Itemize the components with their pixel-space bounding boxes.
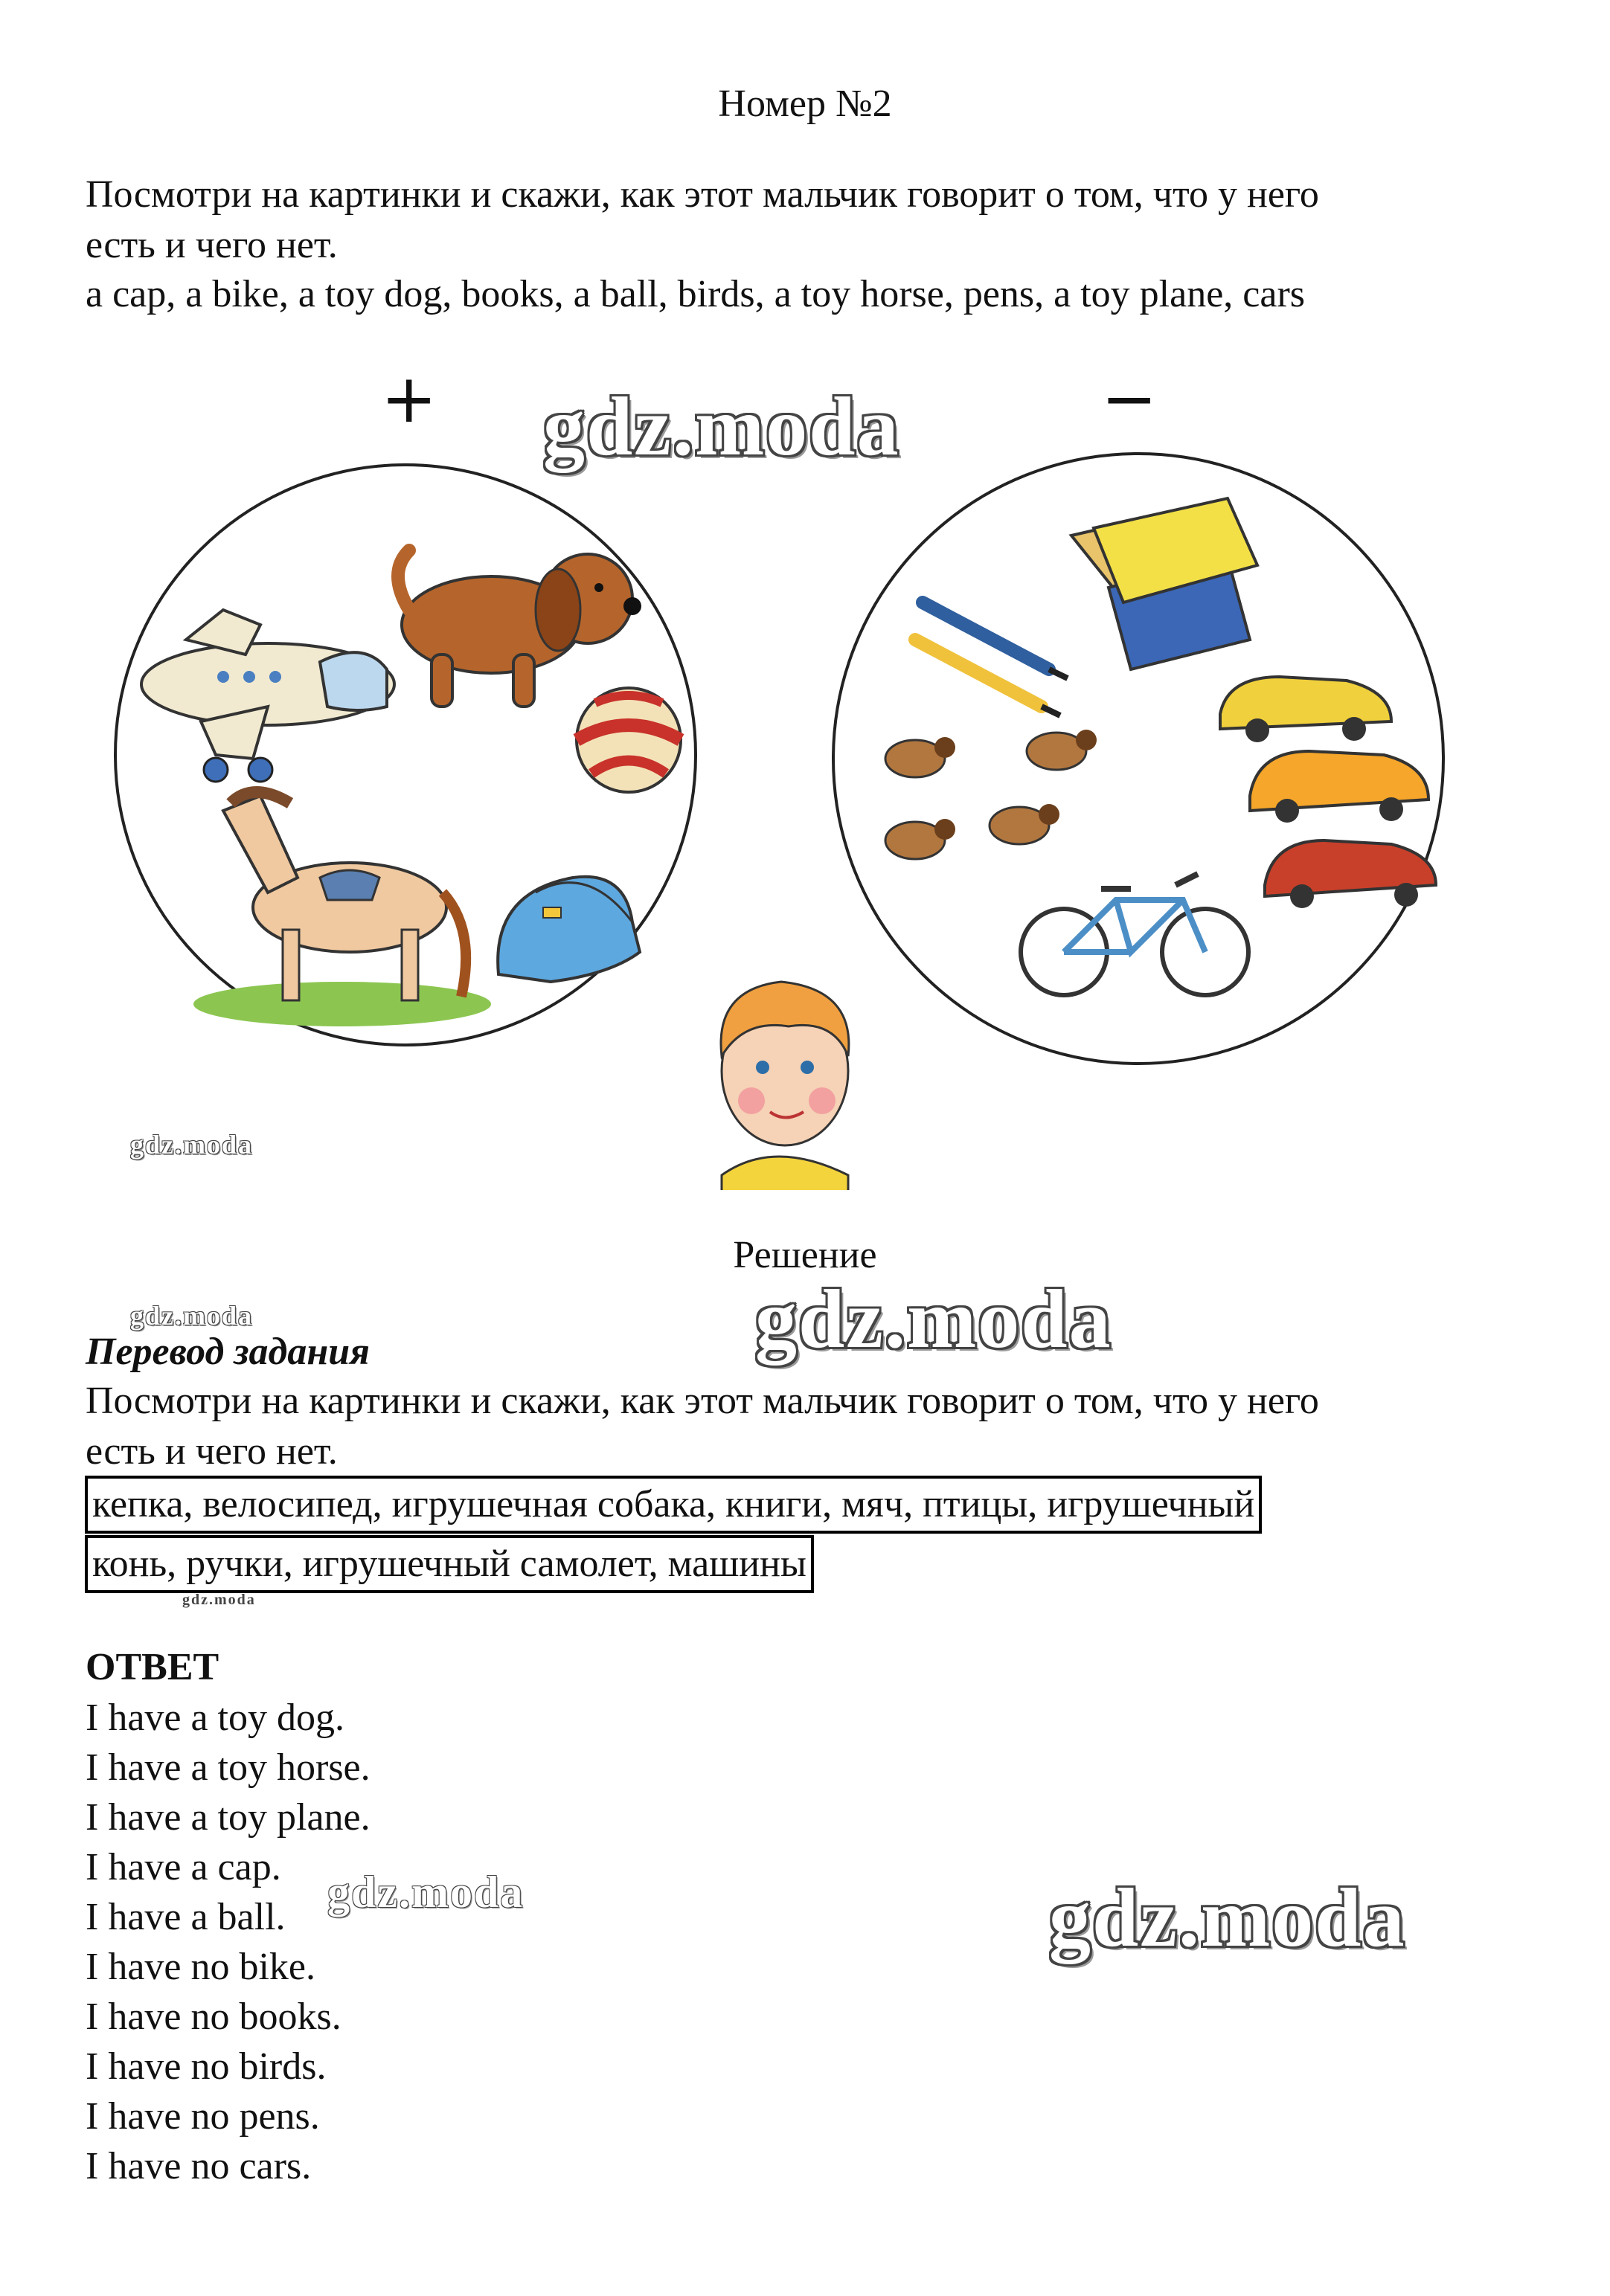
- answer-line: I have no bike.: [86, 1946, 316, 1988]
- watermark: gdz.moda: [182, 1592, 256, 1608]
- watermark: gdz.moda: [130, 1301, 254, 1331]
- cap-icon: [498, 877, 640, 982]
- translation-line-1: Посмотри на картинки и скажи, как этот мальчик говорит о том, что у него: [86, 1380, 1319, 1422]
- answer-line: I have a toy plane.: [86, 1796, 371, 1839]
- answer-line: I have a toy horse.: [86, 1746, 371, 1789]
- toy-dog-icon: [398, 550, 641, 707]
- translation-heading: Перевод задания: [86, 1331, 370, 1373]
- cars-icon: [1220, 677, 1436, 908]
- answer-line: I have no books.: [86, 1996, 341, 2038]
- translation-line-2: есть и чего нет.: [86, 1430, 338, 1473]
- watermark: gdz.moda: [1049, 1872, 1406, 1964]
- illustration: [0, 417, 1610, 1190]
- bike-icon: [1021, 874, 1248, 995]
- watermark: gdz.moda: [755, 1273, 1112, 1366]
- answer-heading: ОТВЕТ: [86, 1646, 219, 1688]
- ball-icon: [577, 688, 681, 792]
- task-words: a cap, a bike, a toy dog, books, a ball, birds, a toy horse, pens, a toy plane, cars: [86, 273, 1305, 315]
- minus-sign: −: [1101, 360, 1158, 438]
- watermark: gdz.moda: [543, 381, 900, 473]
- answer-line: I have no cars.: [86, 2145, 312, 2187]
- watermark: gdz.moda: [327, 1868, 525, 1917]
- translation-words-line-1: кепка, велосипед, игрушечная собака, книги, мяч, птицы, игрушечный: [85, 1476, 1262, 1534]
- answer-line: I have a ball.: [86, 1896, 286, 1938]
- answer-line: I have no birds.: [86, 2045, 327, 2088]
- toy-plane-icon: [141, 610, 394, 782]
- toy-horse-icon: [193, 792, 491, 1026]
- answer-list: [86, 1693, 371, 2191]
- watermark: gdz.moda: [130, 1130, 254, 1160]
- task-line-2: есть и чего нет.: [86, 224, 338, 266]
- task-line-1: Посмотри на картинки и скажи, как этот мальчик говорит о том, что у него: [86, 173, 1319, 216]
- page-title: Номер №2: [718, 83, 892, 125]
- answer-line: I have no pens.: [86, 2095, 320, 2138]
- answer-line: I have a toy dog.: [86, 1697, 345, 1739]
- solution-title: Решение: [733, 1234, 877, 1276]
- answer-line: I have a cap.: [86, 1846, 281, 1888]
- boy-icon: [721, 982, 849, 1190]
- plus-sign: +: [381, 360, 437, 438]
- books-icon: [1071, 498, 1257, 669]
- birds-icon: [885, 730, 1097, 859]
- translation-words-line-2: конь, ручки, игрушечный самолет, машины: [85, 1535, 814, 1593]
- pens-icon: [915, 602, 1068, 716]
